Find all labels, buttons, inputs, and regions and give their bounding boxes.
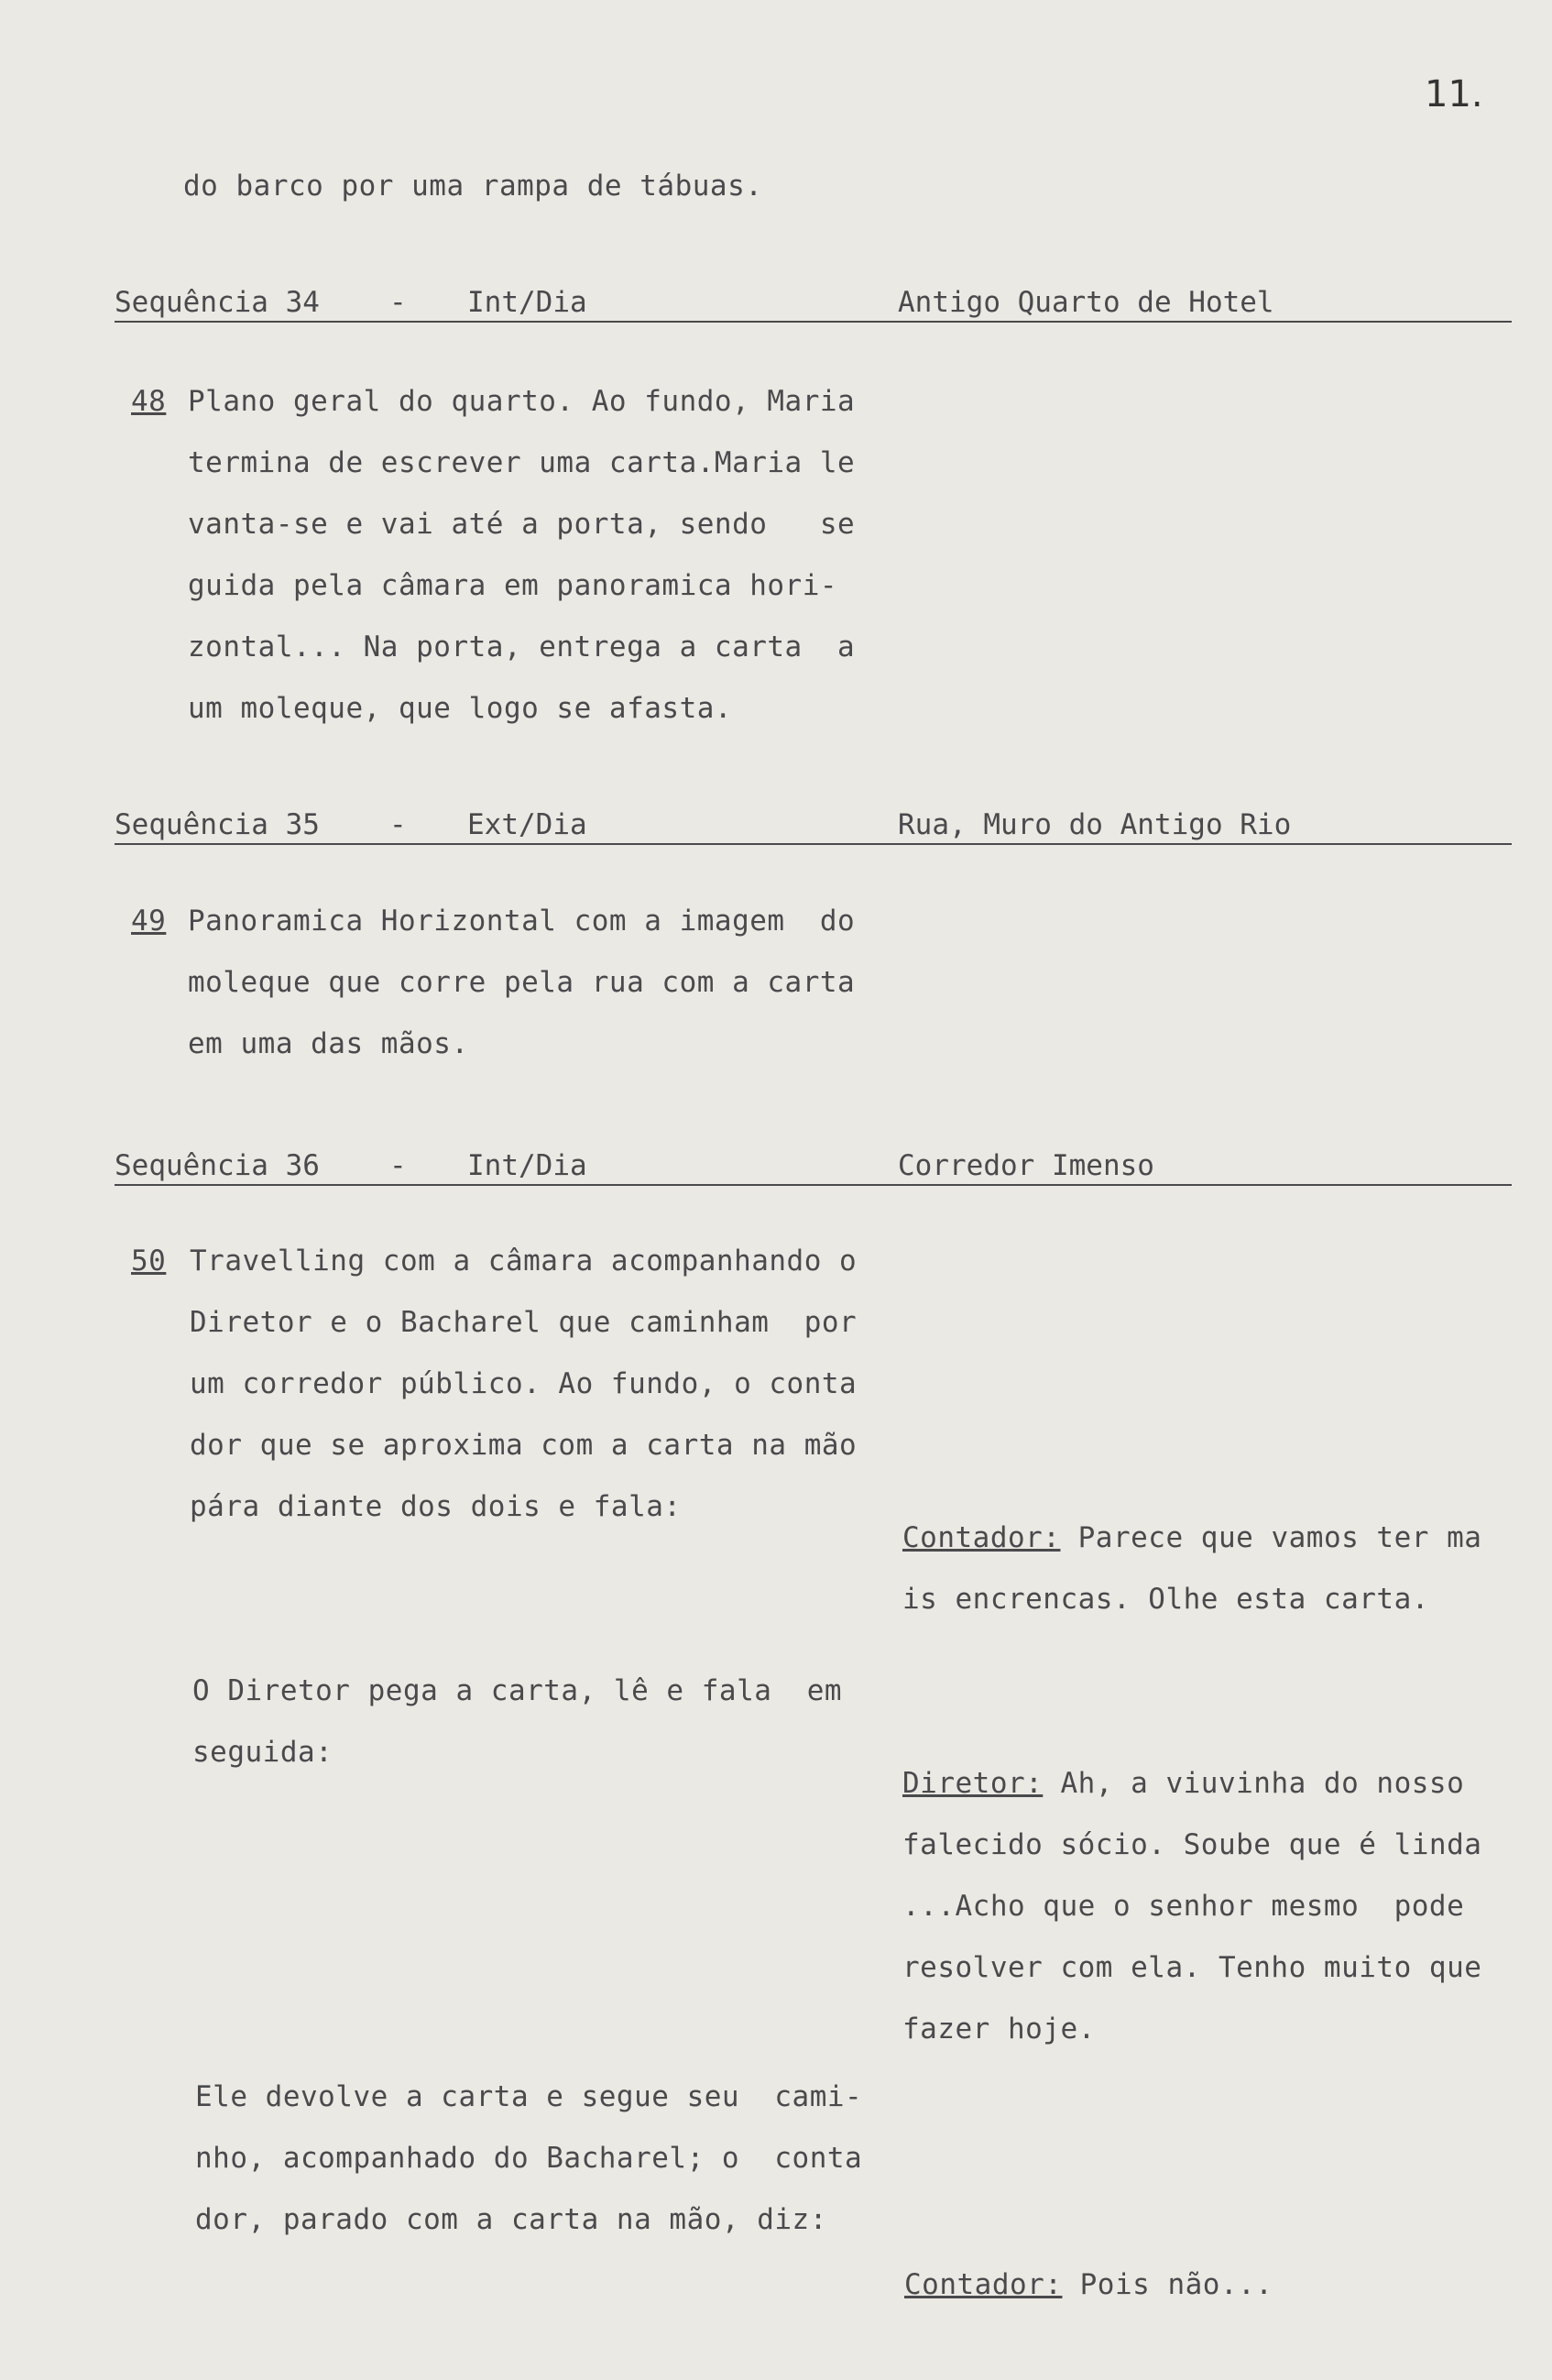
sequence-type: Ext/Dia bbox=[467, 808, 587, 841]
sequence-label: Sequência 34 bbox=[115, 286, 320, 319]
sequence-dash: - bbox=[389, 286, 407, 319]
shot-number-50: 50 bbox=[131, 1245, 167, 1278]
shot-number-48: 48 bbox=[131, 385, 167, 418]
speaker-name: Contador: bbox=[902, 1521, 1061, 1554]
dialogue-diretor bbox=[902, 1753, 1481, 2060]
speaker-name: Diretor: bbox=[902, 1767, 1044, 1800]
sequence-type: Int/Dia bbox=[467, 1149, 587, 1182]
sequence-type: Int/Dia bbox=[467, 286, 587, 319]
sequence-place: Rua, Muro do Antigo Rio bbox=[898, 808, 1292, 841]
dialogue-contador-2 bbox=[904, 2254, 1273, 2316]
sequence-place: Antigo Quarto de Hotel bbox=[898, 286, 1274, 319]
shot-48-text: Plano geral do quarto. Ao fundo, Maria termina de escrever uma carta.Maria le vanta-se e vai até a porta, sendo se guida pela câmara em panoramica hori- zontal... Na porta, entrega a carta a um moleque, que logo se afasta. bbox=[188, 385, 856, 725]
shot-number-49: 49 bbox=[131, 905, 167, 938]
page-number: 11. bbox=[1425, 73, 1483, 115]
shot-50-text: Travelling com a câmara acompanhando o Diretor e o Bacharel que caminham por um corredor público. Ao fundo, o conta dor que se aproxima com a carta na mão pára diante dos dois e fala: bbox=[190, 1245, 858, 1523]
sequence-36-heading bbox=[115, 1138, 1512, 1186]
dialogue-text: Pois não... bbox=[1062, 2268, 1273, 2301]
sequence-place: Corredor Imenso bbox=[898, 1149, 1154, 1182]
dialogue-contador-1 bbox=[902, 1508, 1481, 1630]
dialogue-text: Parece que vamos ter ma is encrencas. Olhe esta carta. bbox=[902, 1521, 1482, 1616]
sequence-dash: - bbox=[389, 808, 407, 841]
sequence-label: Sequência 36 bbox=[115, 1149, 320, 1182]
dialogue-text: Ah, a viuvinha do nosso falecido sócio. Soube que é linda ...Acho que o senhor mesmo pode resolver com ela. Tenho muito que fazer hoje. bbox=[902, 1767, 1482, 2045]
action-ele-devolve: Ele devolve a carta e segue seu cami- nho, acompanhado do Bacharel; o conta dor, parado com a carta na mão, diz: bbox=[195, 2080, 863, 2236]
sequence-34-heading bbox=[115, 275, 1512, 323]
action-diretor-pega: O Diretor pega a carta, lê e fala em seguida: bbox=[192, 1674, 843, 1769]
shot-49-text: Panoramica Horizontal com a imagem do moleque que corre pela rua com a carta em uma das mãos. bbox=[188, 905, 856, 1060]
sequence-dash: - bbox=[389, 1149, 407, 1182]
speaker-name: Contador: bbox=[904, 2268, 1063, 2301]
sequence-label: Sequência 35 bbox=[115, 808, 320, 841]
continuation-line: do barco por uma rampa de tábuas. bbox=[183, 170, 763, 203]
sequence-35-heading bbox=[115, 797, 1512, 845]
